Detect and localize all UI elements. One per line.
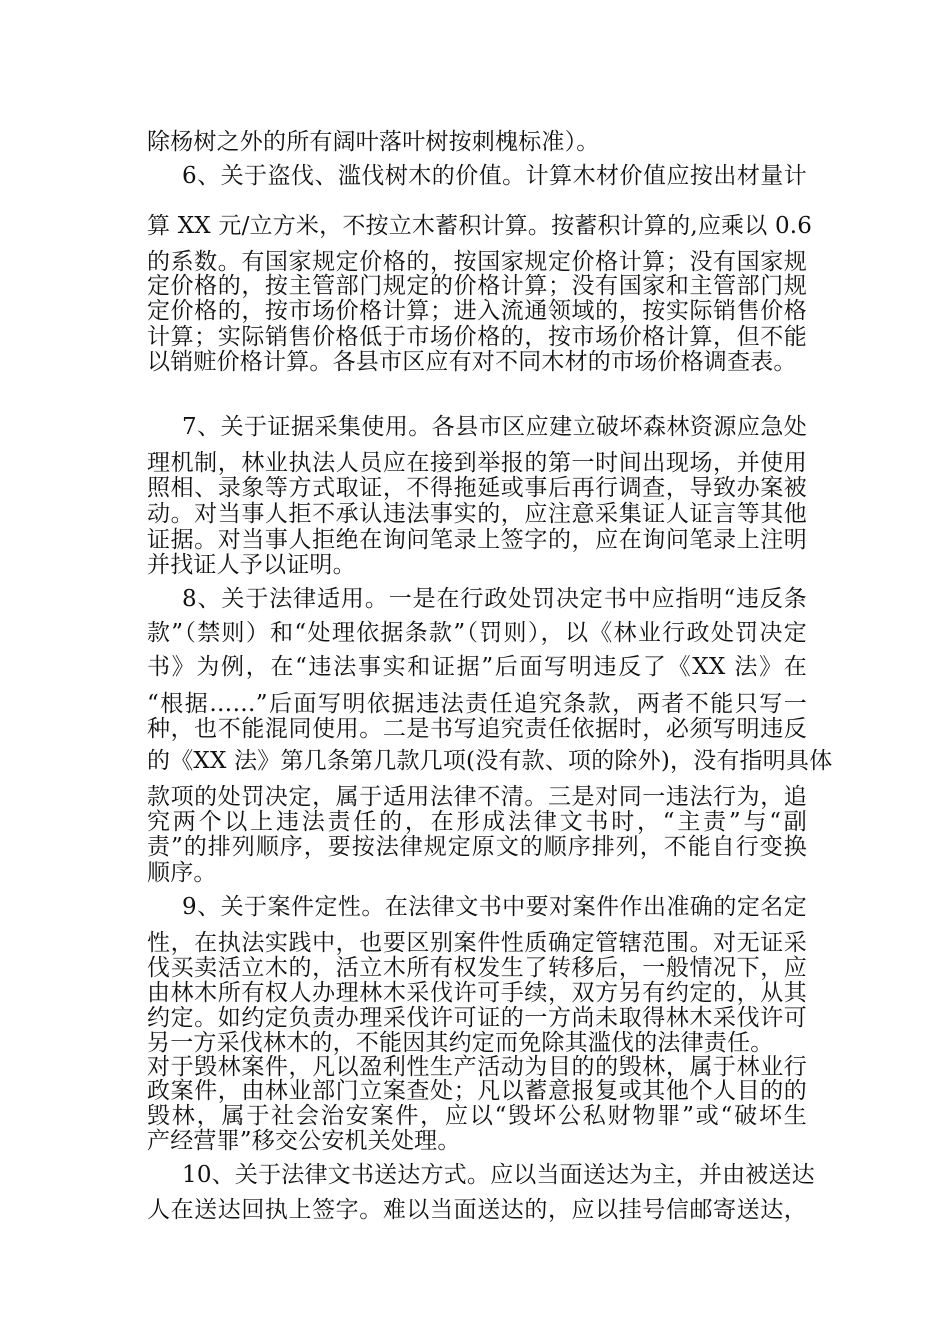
text-line: 除杨树之外的所有阔叶落叶树按刺槐标准）。 bbox=[147, 129, 600, 155]
text-line: 产经营罪”移交公安机关处理。 bbox=[147, 1128, 461, 1154]
text-line: 究两个以上违法责任的，在形成法律文书时，“主责”与“副 bbox=[147, 809, 807, 835]
text-line: 款项的处罚决定，属于适用法律不清。三是对同一违法行为，追 bbox=[147, 784, 807, 810]
text-line: 对于毁林案件，凡以盈利性生产活动为目的的毁林，属于林业行 bbox=[147, 1054, 807, 1080]
text-line: 定价格的，按市场价格计算；进入流通领域的，按实际销售价格 bbox=[147, 298, 807, 324]
text-line: “根据……”后面写明依据违法责任追究条款，两者不能只写一 bbox=[147, 691, 807, 717]
text-line: 的系数。有国家规定价格的，按国家规定价格计算；没有国家规 bbox=[147, 249, 807, 275]
paragraph-8-heading-line: 8、关于法律适用。一是在行政处罚决定书中应指明“违反条 bbox=[182, 586, 807, 612]
text-line: 政案件，由林业部门立案查处；凡以蓄意报复或其他个人目的的 bbox=[147, 1078, 807, 1104]
text-line: 的《XX 法》第几条第几款几项(没有款、项的除外)，没有指明具体 bbox=[147, 748, 833, 774]
paragraph-7-heading-line: 7、关于证据采集使用。各县市区应建立破坏森林资源应急处 bbox=[182, 414, 807, 440]
text-line: 种，也不能混同使用。二是书写追究责任依据时，必须写明违反 bbox=[147, 716, 807, 742]
text-line: 计算；实际销售价格低于市场价格的，按市场价格计算，但不能 bbox=[147, 324, 807, 350]
text-line: 并找证人予以证明。 bbox=[147, 552, 356, 578]
paragraph-10-heading-line: 10、关于法律文书送达方式。应以当面送达为主，并由被送达 bbox=[182, 1162, 815, 1188]
text-line: 由林木所有权人办理林木采伐许可手续，双方另有约定的，从其 bbox=[147, 980, 807, 1006]
text-line: 性，在执法实践中，也要区别案件性质确定管辖范围。对无证采 bbox=[147, 930, 807, 956]
text-line: 动。对当事人拒不承认违法事实的，应注意采集证人证言等其他 bbox=[147, 501, 807, 527]
text-line: 款”（禁则）和“处理依据条款”（罚则），以《林业行政处罚决定 bbox=[147, 620, 807, 646]
text-line: 证据。对当事人拒绝在询问笔录上签字的，应在询问笔录上注明 bbox=[147, 527, 807, 553]
text-line: 算 XX 元/立方米，不按立木蓄积计算。按蓄积计算的,应乘以 0.6 bbox=[147, 213, 813, 239]
text-line: 另一方采伐林木的，不能因其约定而免除其滥伐的法律责任。 bbox=[147, 1030, 774, 1056]
text-line: 约定。如约定负责办理采伐许可证的一方尚未取得林木采伐许可 bbox=[147, 1005, 807, 1031]
text-line: 人在送达回执上签字。难以当面送达的，应以挂号信邮寄送达， bbox=[147, 1197, 807, 1223]
paragraph-6-heading-line: 6、关于盗伐、滥伐树木的价值。计算木材价值应按出材量计 bbox=[182, 163, 807, 189]
text-line: 伐买卖活立木的，活立木所有权发生了转移后，一般情况下，应 bbox=[147, 955, 807, 981]
text-line: 以销赃价格计算。各县市区应有对不同木材的市场价格调查表。 bbox=[147, 349, 797, 375]
text-line: 理机制，林业执法人员应在接到举报的第一时间出现场，并使用 bbox=[147, 450, 807, 476]
text-line: 照相、录象等方式取证，不得拖延或事后再行调查，导致办案被 bbox=[147, 475, 807, 501]
text-line: 责”的排列顺序，要按法律规定原文的顺序排列，不能自行变换 bbox=[147, 834, 807, 860]
text-line: 顺序。 bbox=[147, 860, 217, 886]
paragraph-9-heading-line: 9、关于案件定性。在法律文书中要对案件作出准确的定名定 bbox=[182, 894, 807, 920]
text-line: 书》为例，在“违法事实和证据”后面写明违反了《XX 法》在 bbox=[147, 654, 807, 680]
text-line: 毁林，属于社会治安案件，应以“毁坏公私财物罪”或“破坏生 bbox=[147, 1103, 807, 1129]
text-line: 定价格的，按主管部门规定的价格计算；没有国家和主管部门规 bbox=[147, 273, 807, 299]
